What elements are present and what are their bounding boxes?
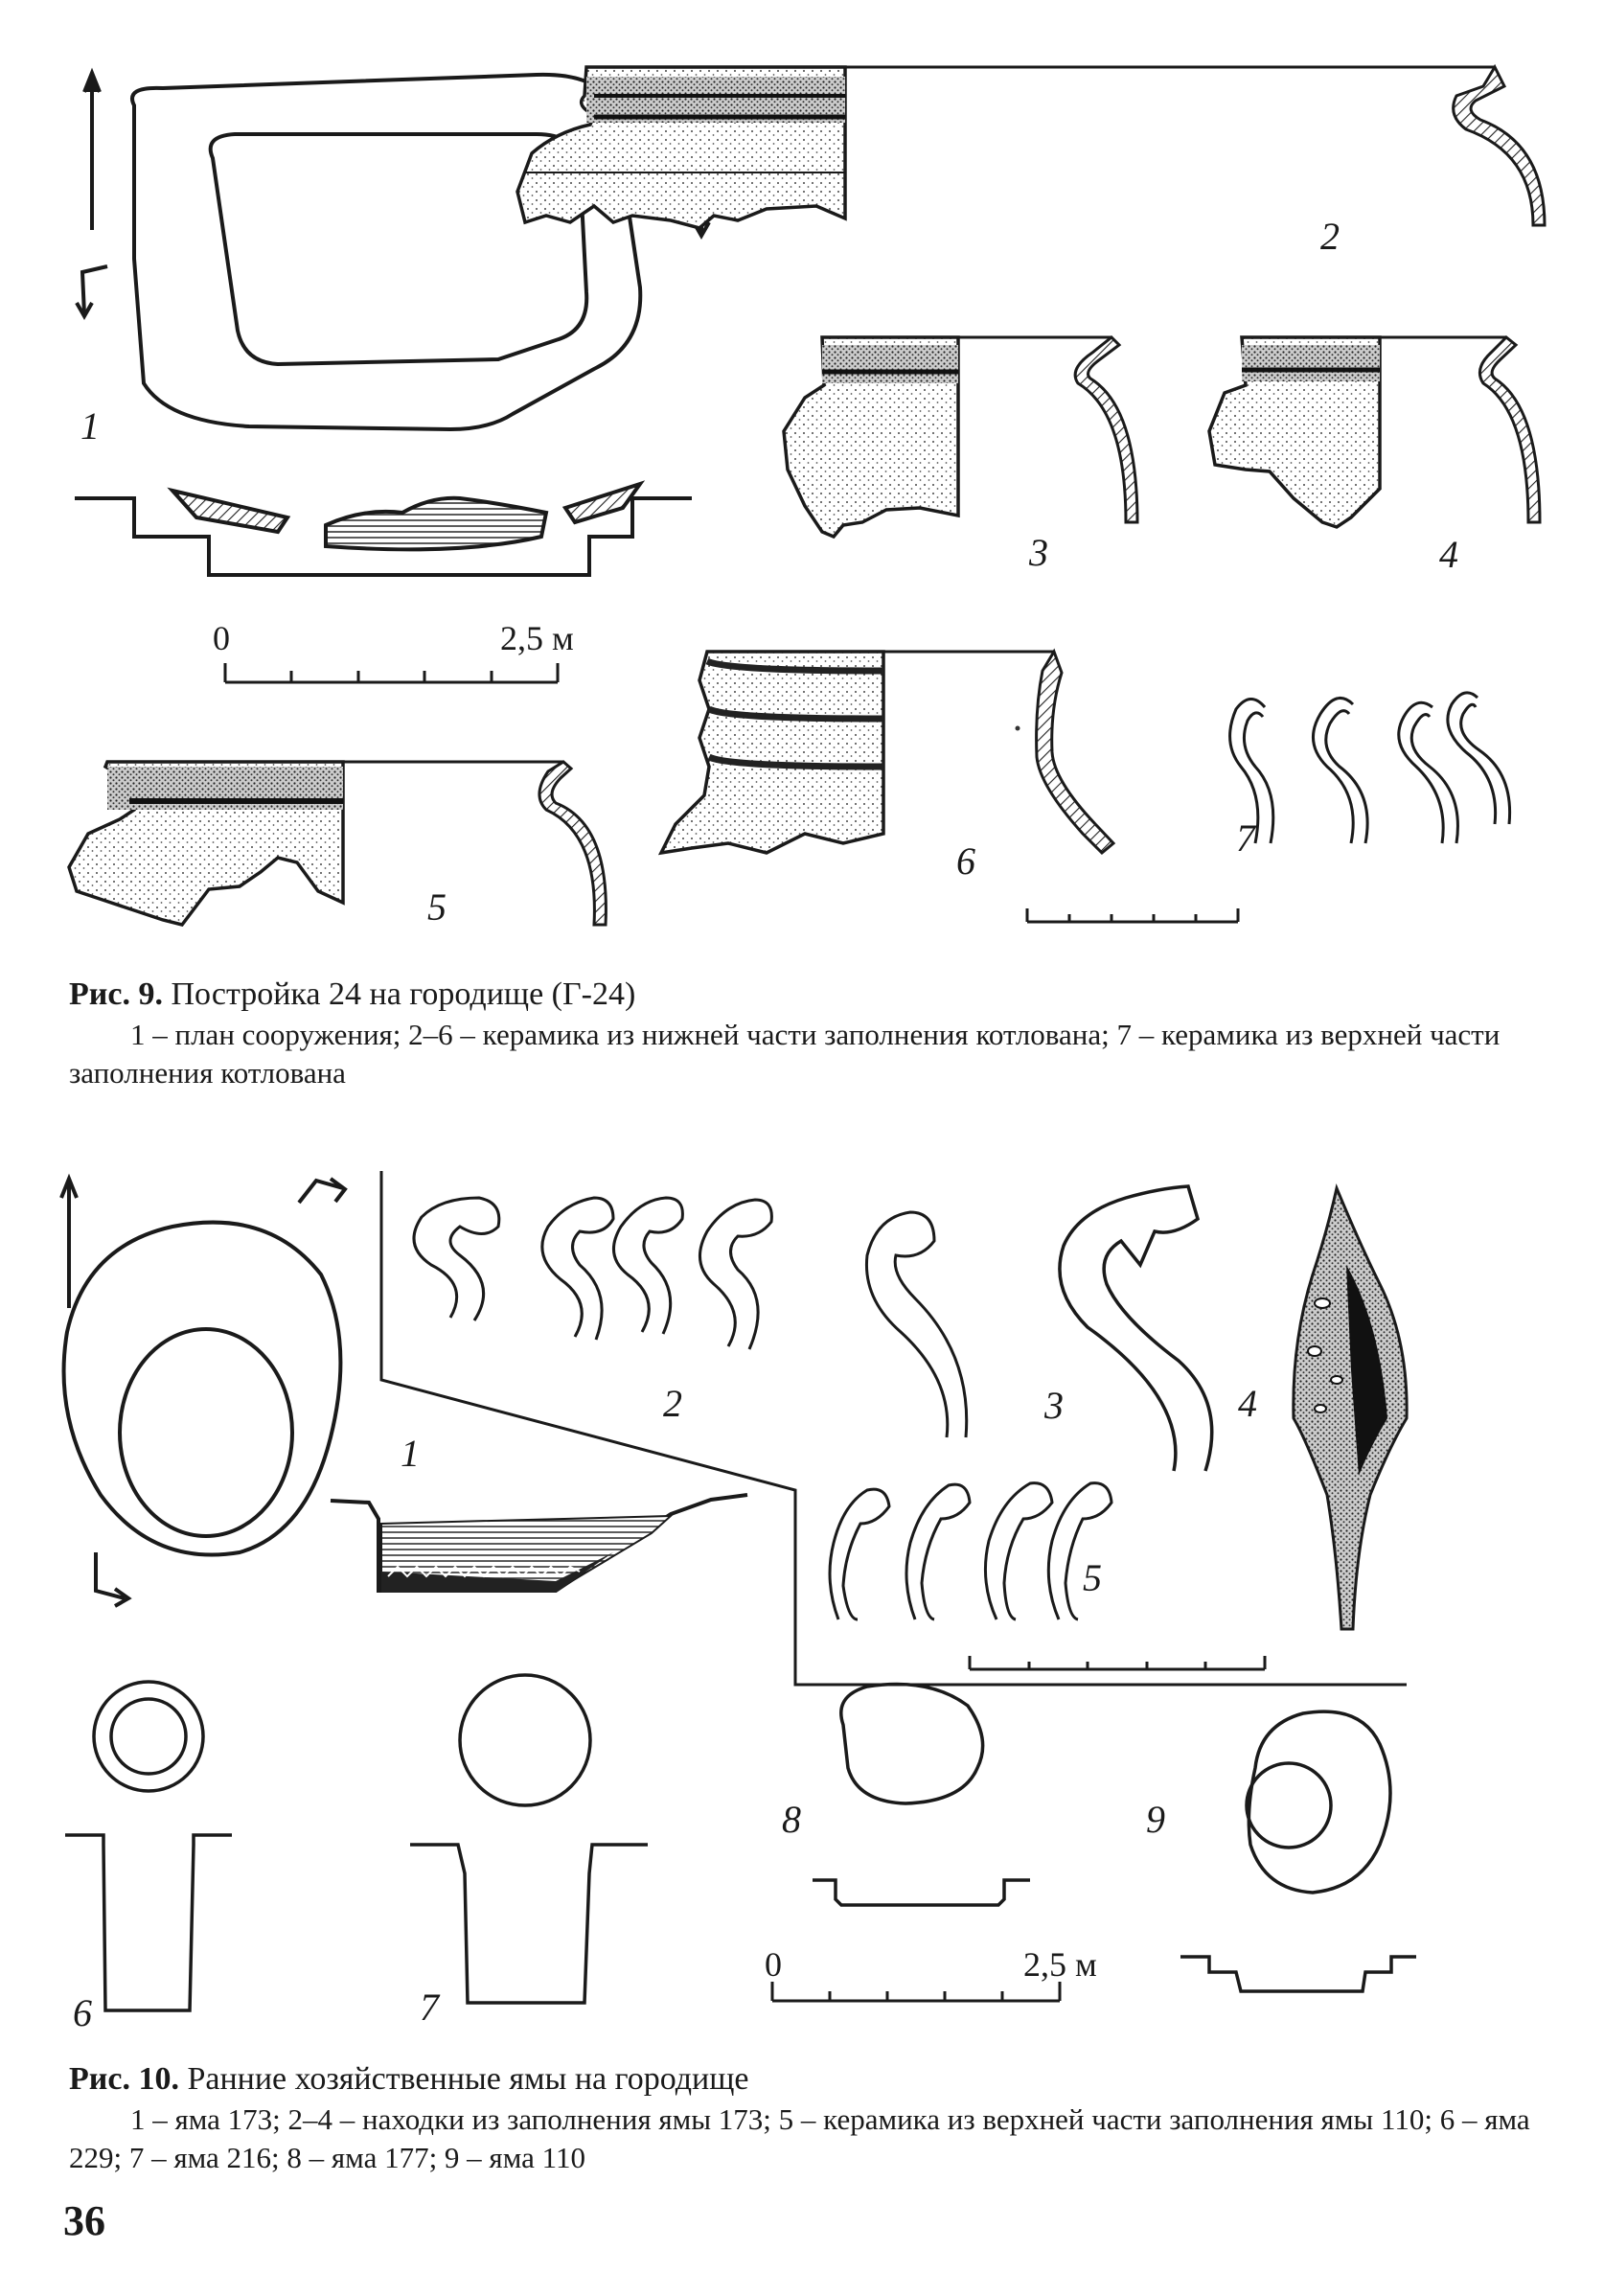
fig9-scale — [225, 663, 558, 682]
fig10-caption-title: Ранние хозяйственные ямы на городище — [187, 2061, 749, 2097]
fig10-label-4: 4 — [1238, 1382, 1257, 1425]
fig10-caption — [69, 2060, 1545, 2174]
fig9-section — [75, 484, 692, 575]
fig10-arrowhead-4 — [1294, 1188, 1407, 1629]
fig9-label-7: 7 — [1236, 816, 1255, 860]
fig10-label-3: 3 — [1044, 1384, 1064, 1427]
page-number: 36 — [63, 2197, 105, 2244]
fig9-label-2: 2 — [1320, 215, 1340, 258]
fig9-label-6: 6 — [956, 839, 975, 883]
fig10-pit-9 — [1180, 1711, 1416, 1991]
fig10-label-9: 9 — [1146, 1798, 1165, 1841]
fig10-finds-scale — [970, 1656, 1265, 1669]
fig9-caption-description: 1 – план сооружения; 2–6 – керамика из нижней части заполнения котлована; 7 – керамика из верхней части заполнения котлована — [69, 1018, 1501, 1090]
fig10-label-7: 7 — [420, 1986, 439, 2029]
fig9-scale-end: 2,5 м — [500, 619, 574, 657]
fig10-caption-description: 1 – яма 173; 2–4 – находки из заполнения ямы 173; 5 – керамика из верхней части заполнения ямы 110; 6 – яма 229; 7 – яма 216; 8 – яма 177; 9 – яма 110 — [69, 2102, 1530, 2174]
fig10-label-2: 2 — [663, 1382, 682, 1425]
fig9-scale-start: 0 — [213, 619, 230, 657]
fig10-pit-7 — [410, 1675, 648, 2003]
fig10-label-1: 1 — [401, 1432, 420, 1475]
fig9-caption — [69, 976, 1545, 1090]
fig10-plan — [61, 1179, 345, 1606]
fig10-scale-end: 2,5 м — [1023, 1945, 1097, 1984]
fig10-frame — [381, 1171, 1407, 1685]
fig10-pit-8 — [813, 1685, 1030, 1906]
fig10-sherd-3 — [1060, 1186, 1212, 1471]
fig10-pit-6 — [65, 1682, 232, 2010]
fig9-caption-prefix: Рис. 9. — [69, 976, 163, 1012]
fig9-label-4: 4 — [1439, 533, 1458, 576]
fig9-pottery-scale — [1027, 908, 1238, 922]
fig10-scale — [772, 1982, 1060, 2001]
fig10-sherds-5 — [830, 1483, 1111, 1619]
fig10-scale-start: 0 — [765, 1945, 782, 1984]
fig10-label-5: 5 — [1083, 1556, 1102, 1599]
fig9-caption-title: Постройка 24 на городище (Г-24) — [171, 976, 636, 1012]
fig10-label-8: 8 — [782, 1798, 801, 1841]
fig9-label-3: 3 — [1029, 531, 1048, 574]
fig9-vessel-6 — [661, 652, 1113, 853]
fig10-label-6: 6 — [73, 1991, 92, 2034]
fig9-vessel-4 — [1209, 337, 1540, 527]
fig9-label-5: 5 — [427, 885, 447, 929]
fig9-label-1: 1 — [80, 404, 100, 448]
fig10-caption-prefix: Рис. 10. — [69, 2061, 179, 2097]
fig9-sherds-7 — [1230, 693, 1510, 843]
fig10-section — [331, 1495, 747, 1593]
fig9-vessel-5 — [69, 762, 606, 925]
fig9-vessel-2 — [517, 67, 1545, 228]
fig10-sherds-2 — [414, 1198, 967, 1437]
fig9-vessel-3 — [784, 337, 1137, 537]
